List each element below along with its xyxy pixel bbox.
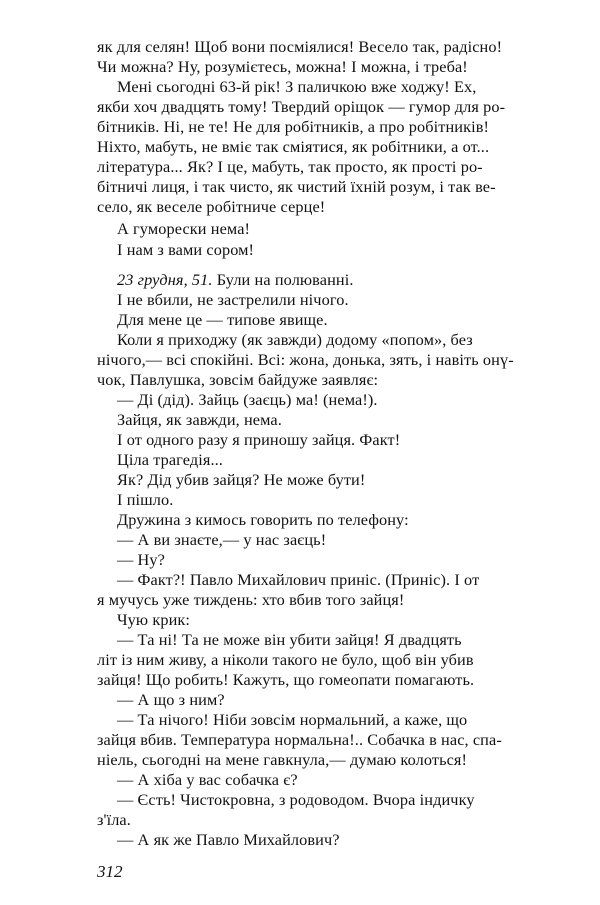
text-line: чок, Павлушка, зовсім байдуже заявляє: [97, 370, 379, 389]
text-line: зайця вбив. Температура нормальна!.. Собачка в нас, спа- [97, 730, 502, 749]
entry-heading [117, 270, 354, 290]
text-line: Для мене це — типове явище. [117, 310, 328, 329]
text-line: — А що з ним? [117, 690, 225, 709]
text-line: — А як же Павло Михайлович? [117, 830, 340, 849]
text-line: літ із ним живу, а ніколи такого не було, щоб він убив [97, 650, 474, 669]
text-line: І не вбили, не застрелили нічого. [117, 290, 349, 309]
text-line: Зайця, як завжди, нема. [117, 410, 282, 429]
text-line: якби хоч двадцять тому! Твердий оріщок — гумор для ро- [97, 97, 506, 116]
text-line: — Факт?! Павло Михайлович приніс. (Приніс). І от [117, 570, 480, 589]
text-line: І пішло. [117, 490, 174, 509]
entry-date: 23 грудня, 51. [117, 270, 213, 289]
text-line: — Ну? [117, 550, 165, 569]
text-line: зайця! Що робить! Кажуть, що гомеопати помагають. [97, 670, 475, 689]
text-line: Мені сьогодні 63-й рік! З паличкою вже ходжу! Ех, [117, 77, 477, 96]
text-line: Дружина з кимось говорить по телефону: [117, 510, 409, 529]
text-line: І от одного разу я приношу зайця. Факт! [117, 430, 401, 449]
text-line: нічого,— всі спокійні. Всі: жона, донька, зять, і навіть онү- [97, 350, 514, 369]
text-line: — Ді (дід). Зайць (заєць) ма! (нема!). [117, 390, 378, 409]
text-line: І нам з вами сором! [117, 240, 255, 259]
text-line: з'їла. [97, 810, 131, 829]
text-line: — Та ні! Та не може він убити зайця! Я двадцять [117, 630, 462, 649]
text-line: Ціла трагедія... [117, 450, 223, 469]
text-line: — А хіба у вас собачка є? [117, 770, 298, 789]
text-line: ніель, сьогодні на мене гавкнула,— думаю колоться! [97, 750, 468, 769]
text-line: — А ви знаєте,— у нас заєць! [117, 530, 327, 549]
text-line: бітничі лиця, і так чисто, як чистий їхній розум, і так ве- [97, 177, 496, 196]
text-line: я мучусь уже тиждень: хто вбив того зайця! [97, 590, 405, 609]
text-line: Чи можна? Ну, розумієтесь, можна! І можна, і треба! [97, 57, 468, 76]
page-number: 312 [97, 862, 123, 881]
text-line: — Єсть! Чистокровна, з родоводом. Вчора індичку [117, 790, 475, 809]
text-line: Коли я приходжу (як завжди) додому «попом», без [117, 330, 473, 349]
text-line: село, як веселе робітниче серце! [97, 197, 326, 216]
text-line: А гуморески нема! [117, 219, 251, 238]
text-line: бітників. Ні, не те! Не для робітників, а про робітників! [97, 117, 490, 136]
text-line: Чую крик: [117, 610, 191, 629]
text-line: Ніхто, мабуть, не вміє так сміятися, як робітники, а от... [97, 137, 490, 156]
text-line: Як? Дід убив зайця? Не може бути! [117, 470, 366, 489]
text-line: література... Як? І це, мабуть, так просто, як прості ро- [97, 157, 483, 176]
text-line: — Та нічого! Ніби зовсім нормальний, а каже, що [117, 710, 468, 729]
entry-first-line: Були на полюванні. [216, 270, 354, 289]
text-line: як для селян! Щоб вони посміялися! Весело так, радісно! [97, 37, 503, 56]
